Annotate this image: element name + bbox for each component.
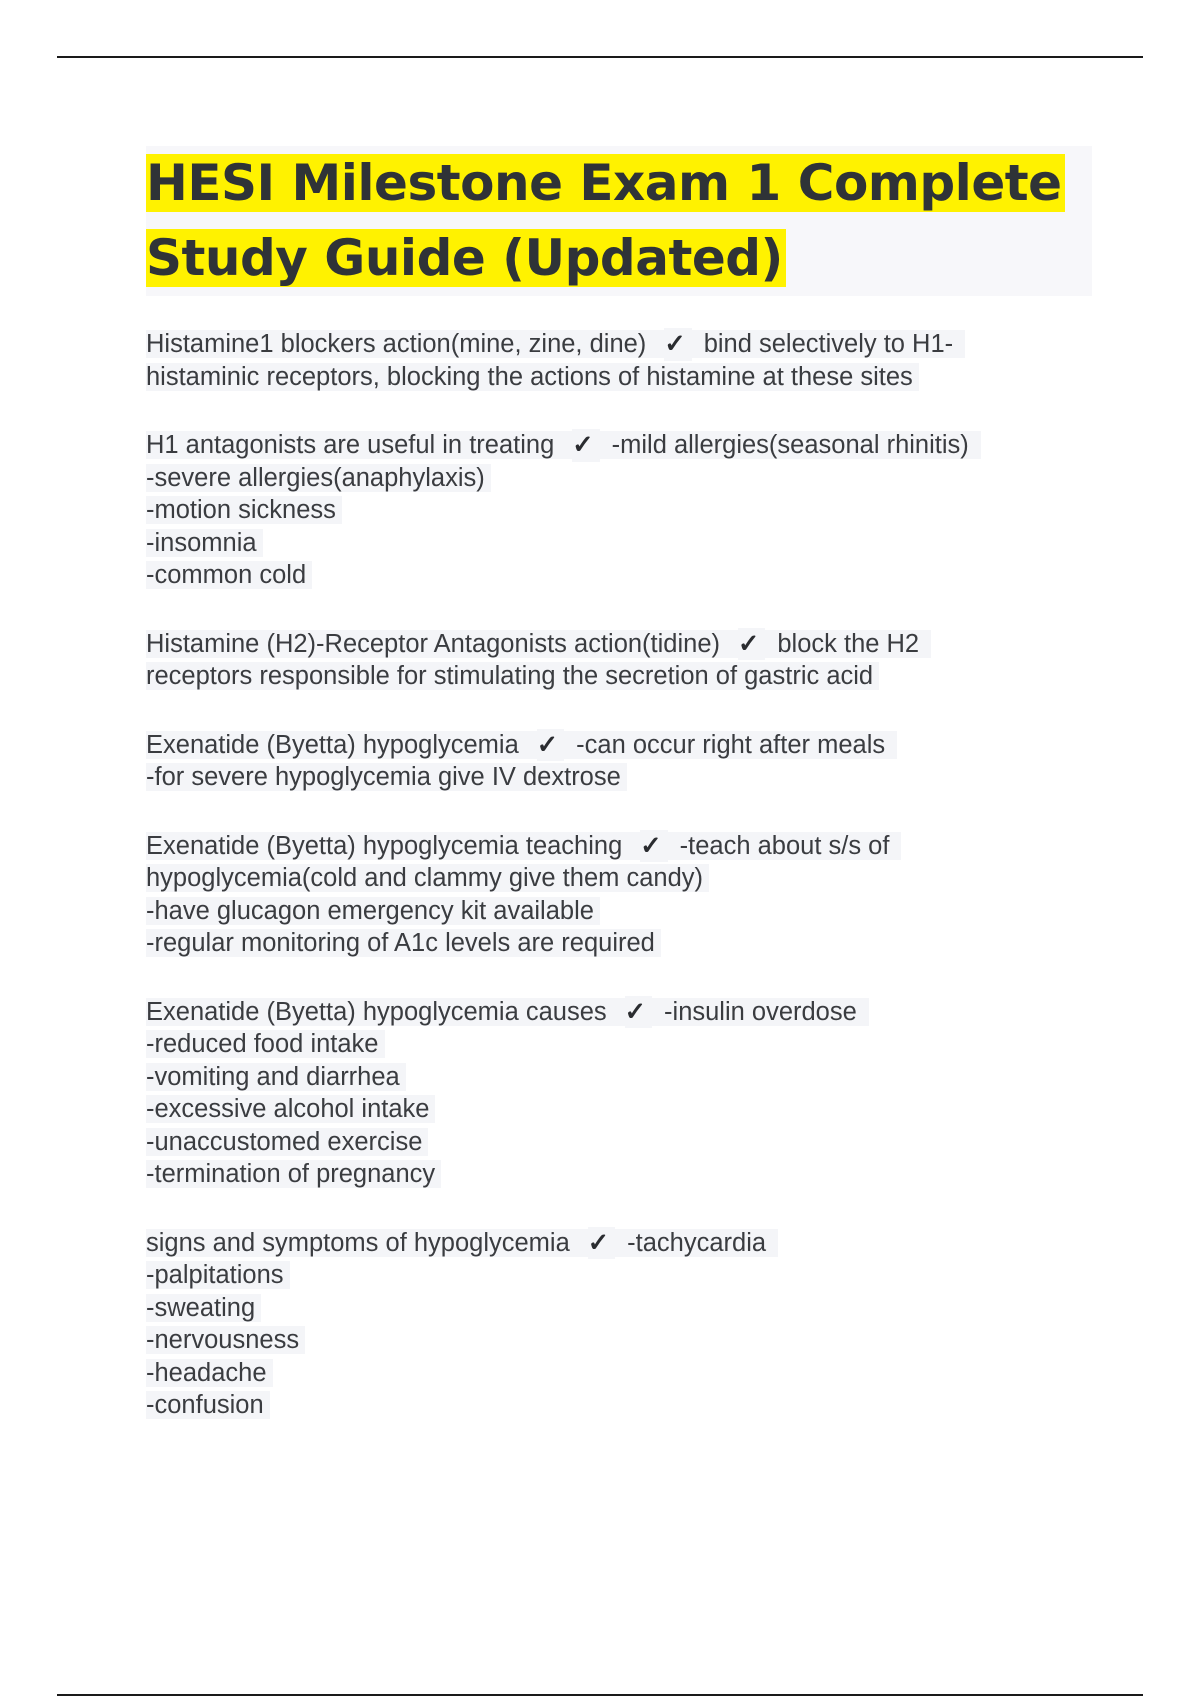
flashcard-entry	[146, 328, 1092, 393]
entry-answer-line: receptors responsible for stimulating the secretion of gastric acid	[146, 660, 1092, 693]
entry-answer-line: hypoglycemia(cold and clammy give them candy)	[146, 862, 1092, 895]
entry-first-line	[146, 328, 1092, 361]
entry-answer-line: -severe allergies(anaphylaxis)	[146, 462, 1092, 495]
top-rule	[57, 56, 1143, 58]
entry-answer: -can occur right after meals	[576, 731, 891, 759]
entry-term: H1 antagonists are useful in treating	[146, 431, 560, 459]
check-mark-icon: ✓	[572, 429, 599, 462]
entry-answer-line: -termination of pregnancy	[146, 1158, 1092, 1191]
flashcard-entry	[146, 996, 1092, 1191]
bottom-rule	[57, 1694, 1143, 1696]
entry-term: signs and symptoms of hypoglycemia	[146, 1229, 576, 1257]
title-line-2: Study Guide (Updated)	[146, 229, 786, 287]
flashcard-list	[146, 328, 1092, 1422]
entry-answer-line: -excessive alcohol intake	[146, 1093, 1092, 1126]
flashcard-entry	[146, 628, 1092, 693]
check-mark-icon: ✓	[537, 729, 564, 762]
flashcard-entry	[146, 830, 1092, 960]
entry-answer-line: -palpitations	[146, 1259, 1092, 1292]
check-mark-icon: ✓	[738, 628, 765, 661]
title-line-1: HESI Milestone Exam 1 Complete	[146, 154, 1065, 212]
flashcard-entry	[146, 1227, 1092, 1422]
entry-answer-line: -vomiting and diarrhea	[146, 1061, 1092, 1094]
title-block	[146, 146, 1092, 296]
entry-first-line	[146, 429, 1092, 462]
entry-first-line	[146, 1227, 1092, 1260]
entry-answer-line: -motion sickness	[146, 494, 1092, 527]
entry-first-line	[146, 628, 1092, 661]
entry-term: Exenatide (Byetta) hypoglycemia teaching	[146, 832, 628, 860]
entry-answer-line: -common cold	[146, 559, 1092, 592]
document-page	[146, 146, 1092, 1458]
entry-answer-line: -regular monitoring of A1c levels are required	[146, 927, 1092, 960]
flashcard-entry	[146, 429, 1092, 592]
entry-first-line	[146, 830, 1092, 863]
check-mark-icon: ✓	[588, 1227, 615, 1260]
page-title	[146, 146, 1092, 296]
entry-answer-line: histaminic receptors, blocking the actions of histamine at these sites	[146, 361, 1092, 394]
entry-answer: bind selectively to H1-	[704, 330, 959, 358]
entry-first-line	[146, 729, 1092, 762]
entry-answer-line: -unaccustomed exercise	[146, 1126, 1092, 1159]
entry-answer-line: -headache	[146, 1357, 1092, 1390]
entry-answer-line: -confusion	[146, 1389, 1092, 1422]
entry-answer: -tachycardia	[627, 1229, 772, 1257]
entry-answer: -teach about s/s of	[680, 832, 896, 860]
entry-answer: -mild allergies(seasonal rhinitis)	[612, 431, 975, 459]
entry-answer-line: -nervousness	[146, 1324, 1092, 1357]
entry-answer-line: -insomnia	[146, 527, 1092, 560]
entry-term: Exenatide (Byetta) hypoglycemia causes	[146, 998, 613, 1026]
check-mark-icon: ✓	[625, 996, 652, 1029]
entry-term: Histamine (H2)-Receptor Antagonists action(tidine)	[146, 630, 726, 658]
entry-first-line	[146, 996, 1092, 1029]
entry-answer: -insulin overdose	[664, 998, 863, 1026]
entry-answer-line: -sweating	[146, 1292, 1092, 1325]
entry-term: Histamine1 blockers action(mine, zine, dine)	[146, 330, 652, 358]
flashcard-entry	[146, 729, 1092, 794]
check-mark-icon: ✓	[640, 830, 667, 863]
check-mark-icon: ✓	[664, 328, 691, 361]
entry-answer-line: -reduced food intake	[146, 1028, 1092, 1061]
entry-answer-line: -for severe hypoglycemia give IV dextrose	[146, 761, 1092, 794]
entry-answer: block the H2	[777, 630, 925, 658]
entry-answer-line: -have glucagon emergency kit available	[146, 895, 1092, 928]
entry-term: Exenatide (Byetta) hypoglycemia	[146, 731, 525, 759]
